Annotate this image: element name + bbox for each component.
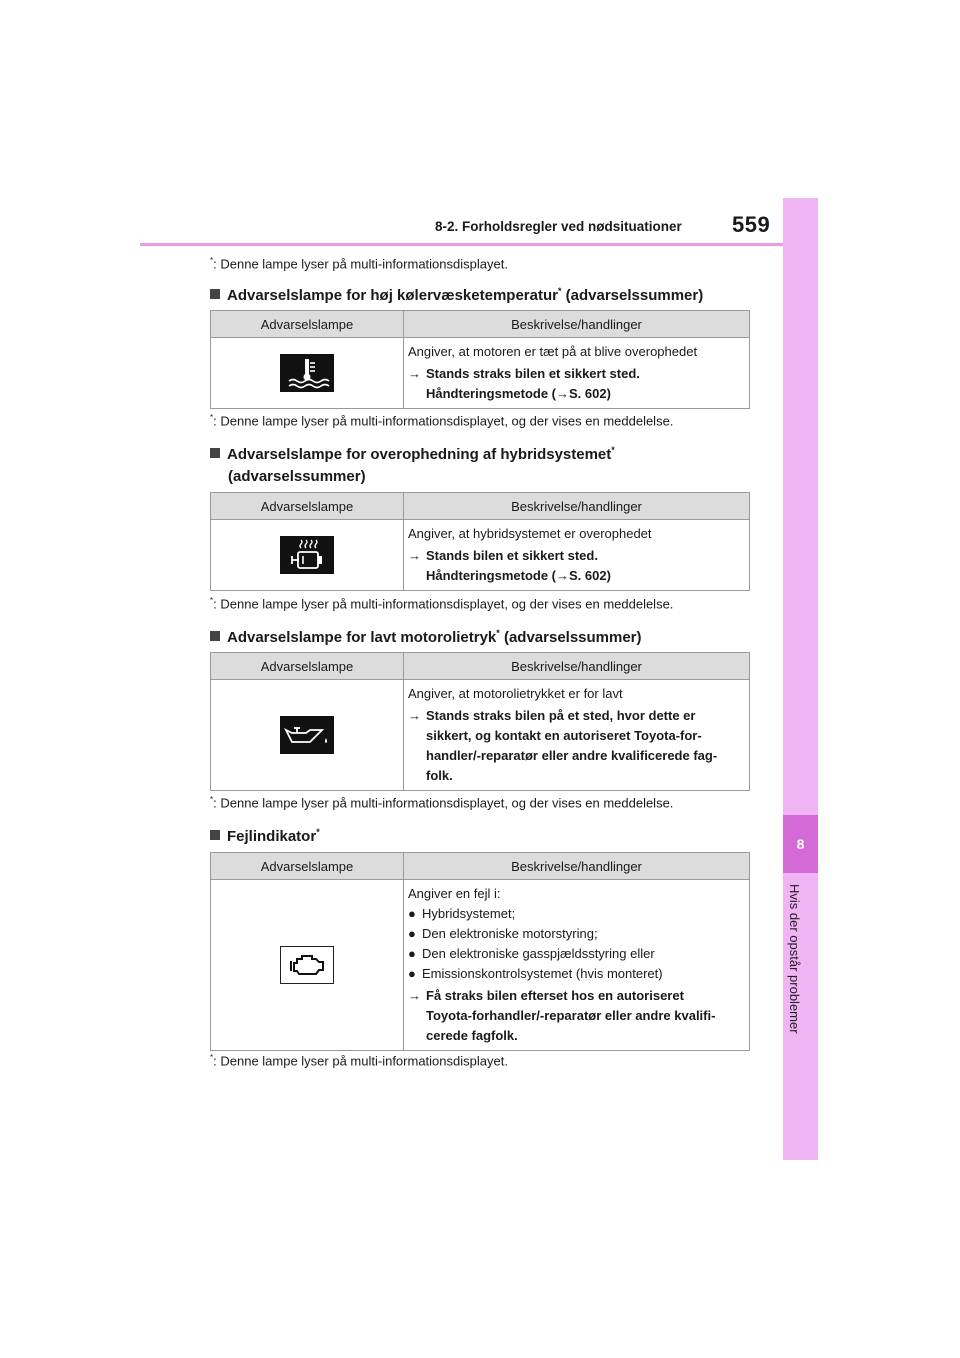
lamp-cell: [211, 880, 404, 1051]
action-text: cerede fagfolk.: [426, 1028, 518, 1043]
footnote: *: Denne lampe lyser på multi-informationsdisplayet.: [210, 256, 508, 272]
check-engine-icon: [280, 946, 334, 984]
column-header-lamp: Advarselslampe: [211, 311, 404, 338]
list-item-text: Den elektroniske gasspjældsstyring eller: [422, 946, 655, 961]
footnote-text: Denne lampe lyser på multi-informationsdisplayet.: [220, 1053, 508, 1069]
square-bullet-icon: [210, 289, 220, 299]
list-item: [408, 964, 745, 984]
hybrid-system-overheat-icon: [280, 536, 334, 574]
bullet-icon: ●: [408, 966, 416, 981]
page-reference[interactable]: S. 602): [569, 386, 611, 401]
list-item-text: Emissionskontrolsystemet (hvis monteret): [422, 966, 663, 981]
footnote-text: Denne lampe lyser på multi-informationsdisplayet, og der vises en meddelelse.: [220, 596, 674, 612]
header-rule: [140, 243, 783, 246]
lamp-cell: [211, 520, 404, 591]
list-item-text: Den elektroniske motorstyring;: [422, 926, 598, 941]
action-instruction: [408, 546, 745, 586]
chapter-number: 8: [796, 836, 805, 852]
list-item-text: Hybridsystemet;: [422, 906, 516, 921]
lamp-cell: [211, 338, 404, 409]
footnote: *: Denne lampe lyser på multi-informationsdisplayet, og der vises en meddelelse.: [210, 596, 674, 612]
action-text: Håndteringsmetode (: [426, 386, 557, 401]
column-header-description: Beskrivelse/handlinger: [404, 311, 750, 338]
heading-text-suffix: (advarselssummer): [228, 468, 366, 485]
page-reference[interactable]: S. 602): [569, 568, 611, 583]
heading-text: Advarselslampe for lavt motorolietryk: [227, 629, 497, 646]
description-text: Angiver, at motorolietrykket er for lavt: [408, 686, 623, 701]
action-instruction: [408, 706, 745, 786]
footnote: *: Denne lampe lyser på multi-informationsdisplayet.: [210, 1053, 508, 1069]
list-item: [408, 904, 745, 924]
coolant-temperature-icon: [280, 354, 334, 392]
action-text: Stands straks bilen et sikkert sted.: [426, 366, 640, 381]
arrow-icon: →: [556, 386, 570, 401]
list-item: [408, 924, 745, 944]
column-header-description: Beskrivelse/handlinger: [404, 493, 750, 520]
description-text: Angiver en fejl i:: [408, 886, 501, 901]
square-bullet-icon: [210, 631, 220, 641]
heading-text: Advarselslampe for overophedning af hybridsystemet: [227, 446, 612, 463]
action-text: Stands straks bilen på et sted, hvor dette er: [426, 708, 696, 723]
section-heading: Fejlindikator*: [210, 821, 320, 848]
footnote-text: Denne lampe lyser på multi-informationsdisplayet, og der vises en meddelelse.: [220, 795, 674, 811]
action-text: folk.: [426, 768, 453, 783]
section-heading: Advarselslampe for høj kølervæsketemperatur* (advarselssummer): [210, 280, 703, 307]
warning-lamp-table: [210, 652, 750, 791]
arrow-icon: →: [408, 548, 421, 563]
heading-text-suffix: (advarselssummer): [561, 287, 704, 304]
section-heading: Advarselslampe for lavt motorolietryk* (advarselssummer): [210, 622, 642, 649]
lamp-cell: [211, 680, 404, 791]
chapter-title: Hvis der opstår problemer: [787, 884, 802, 1034]
footnote-text: Denne lampe lyser på multi-informationsdisplayet, og der vises en meddelelse.: [220, 413, 674, 429]
action-text: Stands bilen et sikkert sted.: [426, 548, 598, 563]
bullet-icon: ●: [408, 906, 416, 921]
action-text: Toyota-forhandler/-reparatør eller andre kvalifi-: [426, 1008, 716, 1023]
column-header-description: Beskrivelse/handlinger: [404, 853, 750, 880]
action-text: Få straks bilen efterset hos en autoriseret: [426, 988, 684, 1003]
description-cell: [404, 880, 750, 1051]
arrow-icon: →: [408, 366, 421, 381]
action-text: Håndteringsmetode (: [426, 568, 557, 583]
list-item: [408, 944, 745, 964]
column-header-lamp: Advarselslampe: [211, 493, 404, 520]
oil-pressure-icon: [280, 716, 334, 754]
action-instruction: [408, 986, 745, 1046]
description-cell: [404, 680, 750, 791]
warning-lamp-table: [210, 492, 750, 591]
warning-lamp-table: [210, 310, 750, 409]
action-text: handler/-reparatør eller andre kvalificerede fag-: [426, 748, 718, 763]
heading-text: Fejlindikator: [227, 828, 317, 845]
description-cell: [404, 338, 750, 409]
section-heading: Advarselslampe for overophedning af hybridsystemet* (advarselssummer): [210, 439, 615, 488]
section-title: 8-2. Forholdsregler ved nødsituationer: [435, 219, 682, 234]
arrow-icon: →: [408, 708, 421, 723]
bullet-icon: ●: [408, 926, 416, 941]
warning-lamp-table: [210, 852, 750, 1051]
footnote: *: Denne lampe lyser på multi-informationsdisplayet, og der vises en meddelelse.: [210, 413, 674, 429]
action-instruction: [408, 364, 745, 404]
column-header-description: Beskrivelse/handlinger: [404, 653, 750, 680]
description-text: Angiver, at motoren er tæt på at blive overophedet: [408, 344, 698, 359]
arrow-icon: →: [556, 568, 570, 583]
page-number: 559: [732, 212, 771, 237]
column-header-lamp: Advarselslampe: [211, 653, 404, 680]
heading-text: Advarselslampe for høj kølervæsketemperatur: [227, 287, 558, 304]
description-cell: [404, 520, 750, 591]
footnote: *: Denne lampe lyser på multi-informationsdisplayet, og der vises en meddelelse.: [210, 795, 674, 811]
heading-text-suffix: (advarselssummer): [499, 629, 642, 646]
action-text: sikkert, og kontakt en autoriseret Toyota-for-: [426, 728, 702, 743]
square-bullet-icon: [210, 830, 220, 840]
column-header-lamp: Advarselslampe: [211, 853, 404, 880]
footnote-text: Denne lampe lyser på multi-informationsdisplayet.: [220, 256, 508, 272]
bullet-icon: ●: [408, 946, 416, 961]
arrow-icon: →: [408, 988, 421, 1003]
description-text: Angiver, at hybridsystemet er overophedet: [408, 526, 652, 541]
square-bullet-icon: [210, 448, 220, 458]
